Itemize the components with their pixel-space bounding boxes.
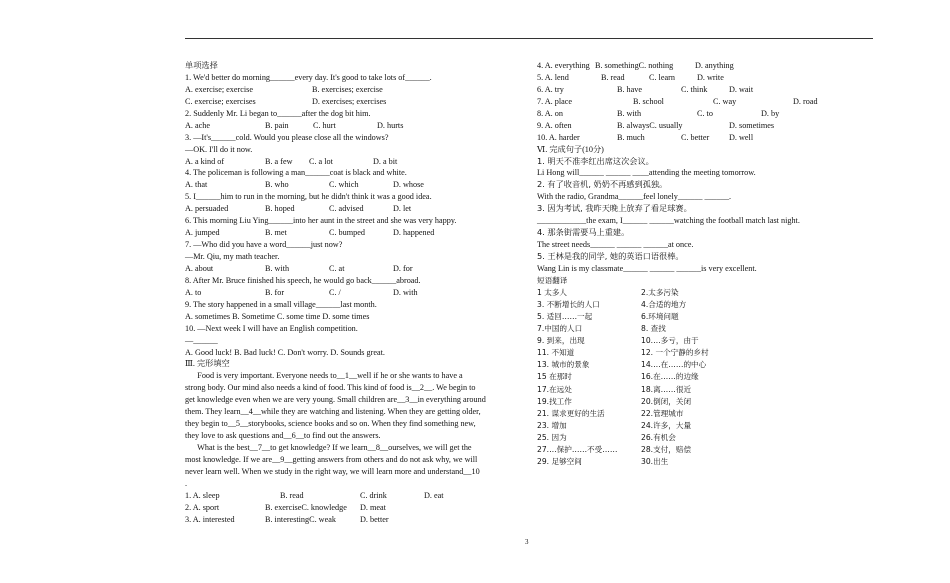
option-text: C. exercise; exercises bbox=[185, 96, 256, 106]
translation-item: 23. 增加 bbox=[537, 420, 567, 430]
option-text: D. for bbox=[393, 263, 413, 273]
option-text: D. sometimes bbox=[729, 120, 775, 130]
sentence-line: The street needs______ ______ ______at once. bbox=[537, 240, 694, 250]
option-text: D. a bit bbox=[373, 156, 398, 166]
paragraph-line: they love to ask questions and__6__to find out the answers. bbox=[185, 431, 381, 441]
option-text: 5. A. lend bbox=[537, 72, 569, 82]
cloze-paragraph-2 bbox=[185, 442, 522, 490]
paragraph-line: What is the best__7__to get knowledge? If we learn__8__ourselves, we will get the bbox=[185, 443, 472, 452]
option-text: A. persuaded bbox=[185, 204, 229, 214]
answer-options-row bbox=[537, 72, 877, 84]
question-line: 8. After Mr. Bruce finished his speech, he would go back______abroad. bbox=[185, 275, 421, 285]
answer-options-row bbox=[185, 502, 522, 514]
option-text: D. write bbox=[697, 72, 724, 82]
question-line: —Mr. Qiu, my math teacher. bbox=[185, 252, 280, 261]
section-heading-phrase-translation: 短语翻译 bbox=[537, 275, 568, 285]
paragraph-line: get knowledge even when we are very young. Small children are__3__in everything around bbox=[185, 395, 486, 405]
section-heading-single-choice: 单项选择 bbox=[185, 61, 218, 70]
option-text: C. hurt bbox=[313, 120, 336, 130]
option-text: A. to bbox=[185, 287, 202, 297]
sentence-line: 4. 那条街需要马上重建。 bbox=[537, 227, 630, 238]
translation-row bbox=[537, 456, 877, 468]
option-text: C. bumped bbox=[329, 228, 365, 238]
translation-item: 16.在……的边缘 bbox=[641, 372, 699, 382]
translation-item: 20.倒闭，关闭 bbox=[641, 396, 692, 406]
option-text: 10. A. harder bbox=[537, 132, 580, 142]
translation-item: 11. 不知道 bbox=[537, 348, 575, 358]
translation-item: 28.支付，赔偿 bbox=[641, 445, 692, 455]
option-text: D. with bbox=[393, 287, 418, 297]
sentence-line: With the radio, Grandma______feel lonely______ ______. bbox=[537, 192, 732, 202]
question-line: 4. The policeman is following a man______coat is black and white. bbox=[185, 168, 407, 178]
option-text: B. who bbox=[265, 180, 289, 190]
answer-options-row bbox=[537, 120, 877, 132]
translation-item: 19.找工作 bbox=[537, 396, 572, 406]
answer-options-row bbox=[185, 287, 522, 299]
question-line: 3. —It's______cold. Would you please close all the windows? bbox=[185, 132, 389, 142]
option-text: D. by bbox=[761, 108, 780, 118]
option-text: D. meat bbox=[360, 502, 386, 512]
option-text: D. eat bbox=[424, 490, 444, 500]
paragraph-line: they begin to__5__storybooks, science books and so on. When they find something new, bbox=[185, 419, 476, 429]
translation-item: 29. 足够空间 bbox=[537, 457, 582, 467]
translation-item: 5. 适回……一起 bbox=[537, 312, 593, 321]
paragraph-line: strong body. Our mind also needs a kind of food. This kind of food is__2__. We begin to bbox=[185, 383, 476, 393]
option-text: B. with bbox=[265, 263, 290, 273]
option-text: B. hoped bbox=[265, 204, 295, 214]
answer-options-row bbox=[185, 96, 522, 108]
translation-item: 30.出生 bbox=[641, 457, 669, 467]
sentence-line: 2. 有了收音机, 奶奶不再感到孤独。 bbox=[537, 179, 668, 190]
option-text: 6. A. try bbox=[537, 84, 564, 94]
sentence-completion-list bbox=[537, 156, 877, 275]
header-rule bbox=[185, 38, 873, 39]
option-text: B. with bbox=[617, 108, 642, 118]
option-text: B. school bbox=[633, 96, 664, 106]
translation-item: 4.合适的地方 bbox=[641, 299, 687, 309]
option-text: A. a kind of bbox=[185, 156, 225, 166]
option-text: D. road bbox=[793, 96, 818, 106]
question-line: 7. —Who did you have a word______just now? bbox=[185, 240, 343, 250]
answer-options-row bbox=[185, 514, 522, 526]
answer-options-row bbox=[537, 96, 877, 108]
option-text: C. a lot bbox=[309, 156, 333, 166]
option-text: B. a few bbox=[265, 156, 293, 166]
answer-options-row bbox=[185, 179, 522, 191]
option-text: 8. A. on bbox=[537, 108, 563, 118]
translation-row bbox=[537, 335, 877, 347]
sentence-line: Wang Lin is my classmate______ ______ ______is very excellent. bbox=[537, 263, 757, 273]
answer-options-row bbox=[537, 60, 877, 72]
translation-row bbox=[537, 396, 877, 408]
translation-item: 2.太多污染 bbox=[641, 287, 679, 297]
translation-row bbox=[537, 323, 877, 335]
option-text: B. for bbox=[265, 287, 285, 297]
sentence-line: 5. 王林是我的同学, 她的英语口语很棒。 bbox=[537, 251, 684, 261]
translation-item: 3. 不断增长的人口 bbox=[537, 299, 600, 309]
question-line: 9. The story happened in a small village______last month. bbox=[185, 299, 377, 309]
single-choice-questions bbox=[185, 72, 522, 370]
option-text: C. at bbox=[329, 263, 345, 273]
answer-options-row bbox=[185, 490, 522, 502]
translation-row bbox=[537, 384, 877, 396]
option-text: D. exercises; exercises bbox=[312, 96, 387, 106]
option-text: C. think bbox=[681, 84, 708, 94]
translation-item: 7.中国的人口 bbox=[537, 324, 583, 334]
question-line: 10. —Next week I will have an English competition. bbox=[185, 323, 358, 333]
sentence-line: 3. 因为考试, 我昨天晚上放弃了看足球赛。 bbox=[537, 203, 692, 214]
section-heading-complete-sentences: Ⅵ. 完成句子(10分) bbox=[537, 144, 604, 154]
answer-options-row bbox=[185, 120, 522, 132]
option-text: C. to bbox=[697, 108, 713, 118]
option-text: D. wait bbox=[729, 84, 754, 94]
option-text: C. which bbox=[329, 180, 359, 190]
translation-row bbox=[537, 408, 877, 420]
option-text: C. better bbox=[681, 132, 710, 142]
translation-item: 1 太多人 bbox=[537, 287, 568, 297]
translation-item: 24.许多，大量 bbox=[641, 420, 692, 430]
option-text: D. happened bbox=[393, 228, 435, 238]
translation-item: 14.…在……的中心 bbox=[641, 360, 707, 370]
translation-item: 27.…保护……不受…… bbox=[537, 445, 618, 455]
translation-row bbox=[537, 347, 877, 359]
left-column bbox=[185, 60, 522, 526]
option-text: 4. A. everything bbox=[537, 61, 590, 70]
answer-options-row bbox=[185, 227, 522, 239]
paragraph-line: never learn well. When we study in the right way, we will learn more and understand__10 bbox=[185, 466, 480, 476]
option-text: A. that bbox=[185, 180, 208, 190]
translation-item: 25. 因为 bbox=[537, 432, 567, 442]
paragraph-line: them. They learn__4__while they are watching and listening. When they are getting older, bbox=[185, 407, 481, 417]
question-line: 2. Suddenly Mr. Li began to______after the dog bit him. bbox=[185, 108, 371, 118]
option-text: C. drink bbox=[360, 490, 387, 500]
question-line: Ⅲ. 完形填空 bbox=[185, 359, 230, 369]
answer-options-row bbox=[185, 263, 522, 275]
translation-item: 26.有机会 bbox=[641, 432, 676, 442]
page-number: 3 bbox=[525, 538, 529, 546]
option-text: D. whose bbox=[393, 180, 424, 190]
translation-row bbox=[537, 311, 877, 323]
option-text: C. way bbox=[713, 96, 737, 106]
translation-row bbox=[537, 299, 877, 311]
option-text: A. jumped bbox=[185, 228, 220, 238]
option-text: 3. A. interested bbox=[185, 514, 235, 524]
answer-options-row bbox=[537, 84, 877, 96]
translation-item: 18.离……很近 bbox=[641, 384, 692, 394]
option-text: B. exerciseC. knowledge bbox=[265, 502, 347, 512]
translation-row bbox=[537, 420, 877, 432]
option-text: C. advised bbox=[329, 204, 364, 214]
answer-options-row bbox=[537, 132, 877, 144]
option-text: D. hurts bbox=[377, 120, 404, 130]
translation-item: 21. 谋求更好的生活 bbox=[537, 408, 605, 418]
sentence-line: 1. 明天不准李红出席这次会议。 bbox=[537, 155, 654, 166]
translation-row bbox=[537, 359, 877, 371]
translation-item: 6.环境问题 bbox=[641, 312, 679, 321]
answer-options-row bbox=[537, 108, 877, 120]
question-line: —OK. I'll do it now. bbox=[185, 144, 253, 154]
paragraph-line: most knowledge. If we are__9__getting answers from others and do not ask why, we will bbox=[185, 454, 478, 464]
sentence-line: Li Hong will______ ______ ____attending the meeting tomorrow. bbox=[537, 168, 756, 178]
translation-item: 8. 查找 bbox=[641, 324, 666, 334]
cloze-options-right bbox=[537, 60, 877, 144]
option-text: D. better bbox=[360, 514, 389, 524]
question-line: —______ bbox=[185, 335, 218, 345]
option-text: A. about bbox=[185, 263, 214, 273]
option-text: A. exercise; exercise bbox=[185, 84, 253, 94]
translation-item: 9. 到来，出现 bbox=[537, 336, 585, 346]
question-line: A. sometimes B. Sometime C. some time D. some times bbox=[185, 311, 370, 321]
option-text: D. let bbox=[393, 204, 412, 214]
translation-item: 13. 城市的景象 bbox=[537, 360, 590, 370]
translation-item: 12. 一个宁静的乡村 bbox=[641, 348, 709, 358]
answer-options-row bbox=[185, 156, 522, 168]
option-text: B. alwaysC. usually bbox=[617, 120, 683, 130]
option-text: B. met bbox=[265, 228, 287, 238]
translation-item: 15 在那时 bbox=[537, 372, 572, 382]
question-line: A. Good luck! B. Bad luck! C. Don't worry. D. Sounds great. bbox=[185, 347, 385, 357]
translation-row bbox=[537, 287, 877, 299]
cloze-paragraph-1 bbox=[185, 370, 522, 442]
option-text: D. well bbox=[729, 132, 754, 142]
translation-item: 17.在远处 bbox=[537, 384, 572, 394]
translation-row bbox=[537, 432, 877, 444]
option-text: B. read bbox=[601, 72, 625, 82]
question-line: 1. We'd better do morning______every day. It's good to take lots of______. bbox=[185, 72, 432, 82]
right-column bbox=[537, 60, 877, 468]
option-text: A. ache bbox=[185, 120, 211, 130]
option-text: C. learn bbox=[649, 72, 675, 82]
option-text: B. have bbox=[617, 84, 643, 94]
option-text: 2. A. sport bbox=[185, 502, 220, 512]
option-text: B. somethingC. nothing bbox=[595, 61, 674, 70]
option-text: B. read bbox=[280, 490, 304, 500]
option-text: 9. A. often bbox=[537, 120, 572, 130]
option-text: B. much bbox=[617, 132, 645, 142]
translation-row bbox=[537, 371, 877, 383]
answer-options-row bbox=[185, 84, 522, 96]
translation-item: 10.…多亏，由于 bbox=[641, 336, 699, 346]
sentence-line: ____________the exam, I______ ______watching the football match last night. bbox=[537, 216, 800, 226]
question-line: 6. This morning Liu Ying______into her aunt in the street and she was very happy. bbox=[185, 216, 457, 226]
question-line: 5. I______him to run in the morning, but he didn't think it was a good idea. bbox=[185, 192, 432, 202]
option-text: D. anything bbox=[695, 61, 734, 70]
option-text: C. / bbox=[329, 287, 341, 297]
option-text: B. pain bbox=[265, 120, 289, 130]
option-text: 7. A. place bbox=[537, 96, 573, 106]
answer-options-row bbox=[185, 203, 522, 215]
option-text: B. exercises; exercise bbox=[312, 84, 383, 94]
translation-row bbox=[537, 444, 877, 456]
translation-item: 22.管理城市 bbox=[641, 408, 684, 418]
cloze-options-left bbox=[185, 490, 522, 526]
paragraph-line: Food is very important. Everyone needs to__1__well if he or she wants to have a bbox=[185, 371, 463, 381]
option-text: B. interestingC. weak bbox=[265, 514, 336, 524]
paragraph-line: . bbox=[185, 478, 188, 488]
option-text: 1. A. sleep bbox=[185, 490, 220, 500]
phrase-translation-list bbox=[537, 287, 877, 468]
